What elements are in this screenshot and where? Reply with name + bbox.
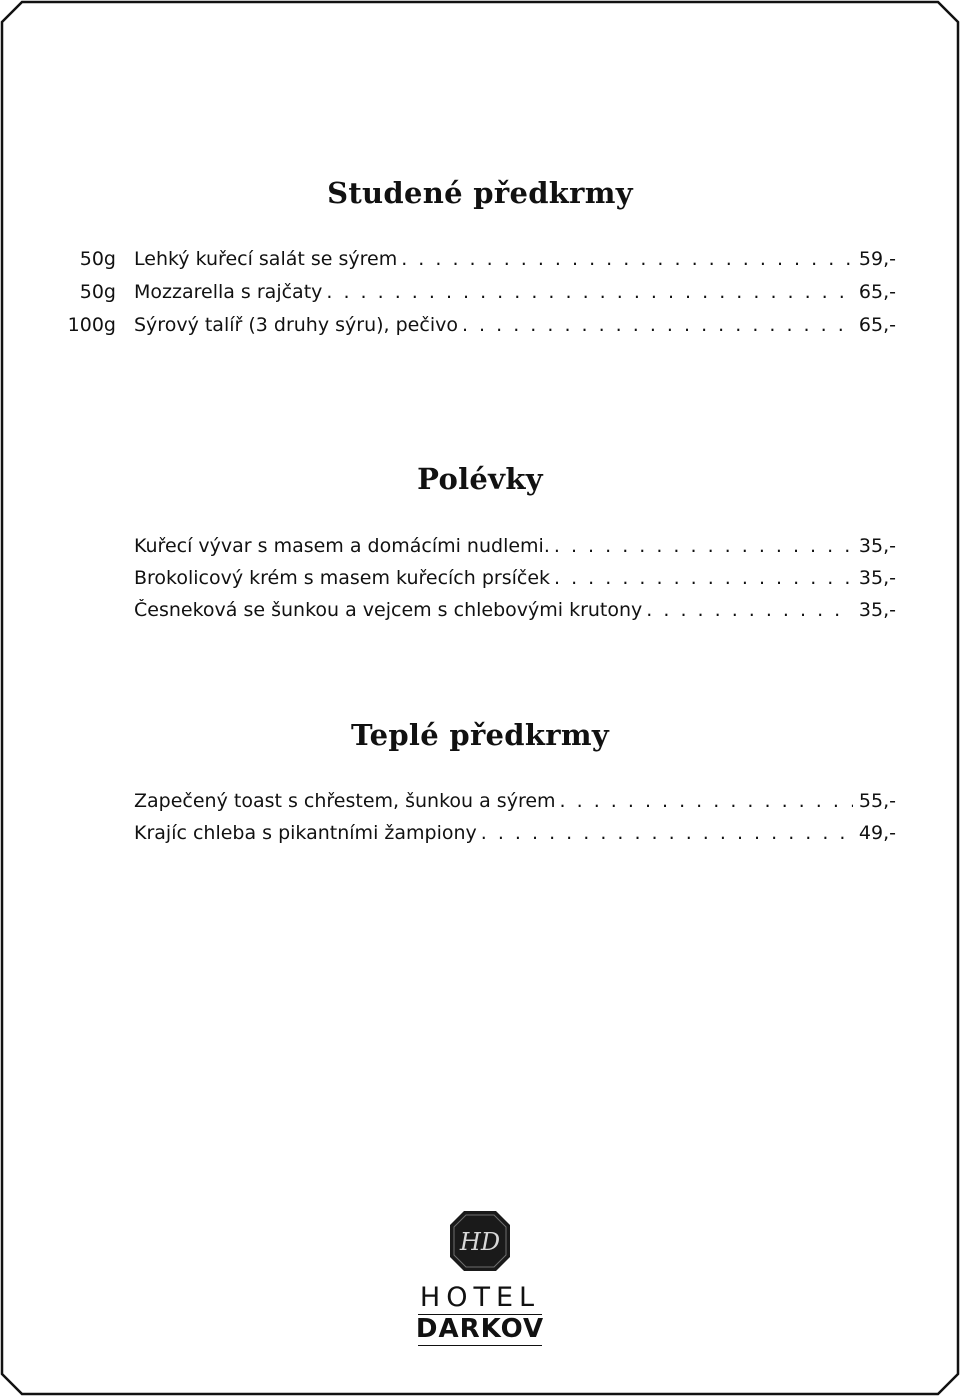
menu-item-name: Zapečený toast s chřestem, šunkou a sýrem (134, 790, 556, 812)
menu-item-price: 55,- (858, 790, 896, 812)
dot-leader (477, 822, 853, 844)
menu-item-weight: 50g (79, 248, 116, 270)
menu-item-name: Sýrový talíř (3 druhy sýru), pečivo (134, 314, 458, 336)
menu-item (60, 281, 896, 311)
dot-leader (550, 567, 853, 589)
logo-divider (418, 1345, 542, 1346)
menu-item-price: 35,- (858, 535, 896, 557)
monogram-emblem-icon (400, 1208, 560, 1280)
menu-item-name: Kuřecí vývar s masem a domácími nudlemi. (134, 535, 550, 557)
dot-leader (550, 535, 853, 557)
menu-item (60, 314, 896, 344)
menu-item (60, 248, 896, 278)
dot-leader (397, 248, 853, 270)
menu-item (60, 790, 896, 820)
menu-item-weight: 100g (67, 314, 116, 336)
menu-item (60, 822, 896, 852)
menu-item-price: 35,- (858, 599, 896, 621)
dot-leader (642, 599, 853, 621)
menu-item-price: 49,- (858, 822, 896, 844)
menu-item-name: Brokolicový krém s masem kuřecích prsíček (134, 567, 551, 589)
section-title-polevky: Polévky (417, 462, 543, 496)
logo-darkov-text: DARKOV (415, 1314, 545, 1344)
menu-item-price: 59,- (858, 248, 896, 270)
dot-leader (458, 314, 853, 336)
menu-item-name: Mozzarella s rajčaty (134, 281, 323, 303)
menu-item-name: Krajíc chleba s pikantními žampiony (134, 822, 477, 844)
menu-item (60, 535, 896, 565)
menu-item (60, 567, 896, 597)
logo-hotel-text: HOTEL (419, 1282, 541, 1313)
menu-item-name: Česneková se šunkou a vejcem s chlebovými krutony (134, 599, 643, 621)
menu-item-price: 65,- (858, 281, 896, 303)
menu-item (60, 599, 896, 629)
hotel-logo (400, 1208, 560, 1348)
menu-item-name: Lehký kuřecí salát se sýrem (134, 248, 398, 270)
logo-monogram: HD (459, 1228, 501, 1256)
menu-item-price: 65,- (858, 314, 896, 336)
dot-leader (322, 281, 853, 303)
dot-leader (556, 790, 853, 812)
menu-item-weight: 50g (79, 281, 116, 303)
section-title-teple-predkrmy: Teplé předkrmy (351, 718, 609, 752)
menu-item-price: 35,- (858, 567, 896, 589)
section-title-studene-predkrmy: Studené předkrmy (327, 176, 633, 210)
